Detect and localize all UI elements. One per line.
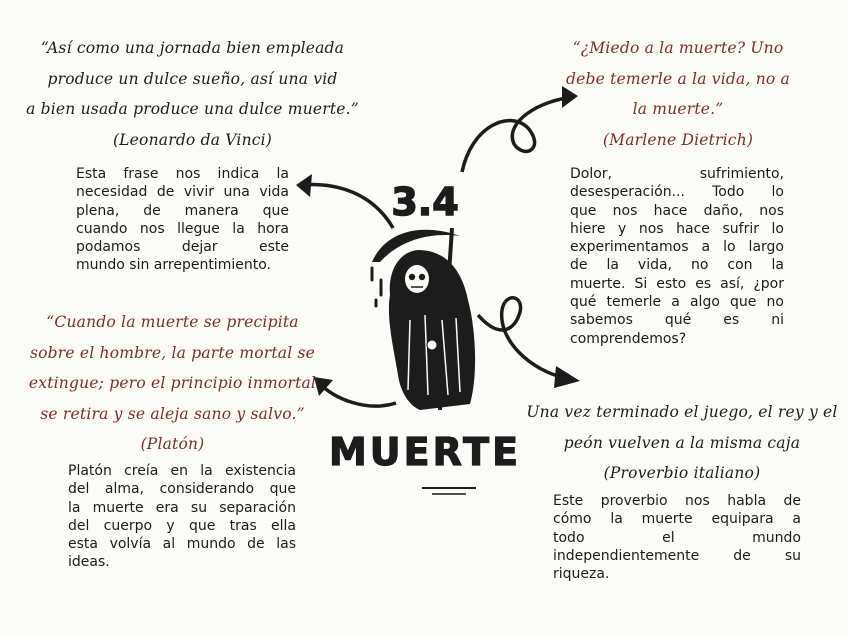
quote-line: debe temerle a la vida, no a: [566, 69, 790, 88]
quote-line: se retira y se aleja sano y salvo.”: [40, 404, 305, 423]
comment-line: plena, de manera que: [76, 202, 289, 219]
topic-title: MUERTE: [328, 430, 522, 474]
quote-line: peón vuelven a la misma caja: [563, 433, 801, 452]
topic-number: 3.4: [391, 180, 459, 224]
quote-line: “¿Miedo a la muerte? Uno: [572, 39, 784, 57]
comment-line: qué temerle a algo que no: [570, 294, 784, 311]
comment-line: necesidad de vivir una vida: [76, 184, 289, 201]
quote-line: la muerte.”: [632, 100, 724, 118]
comment-line: Platón creía en la existencia: [68, 463, 296, 479]
quote-line: produce un dulce sueño, así una vid: [47, 69, 338, 88]
comment-line: Este proverbio nos habla de: [553, 493, 801, 509]
comment-line: mundo sin arrepentimiento.: [76, 257, 271, 274]
quote-line: extingue; pero el principio inmortal: [28, 374, 317, 392]
comment-line: ideas.: [68, 554, 110, 571]
quote-author: (Marlene Dietrich): [602, 130, 754, 149]
comment-line: riqueza.: [553, 566, 610, 583]
comment-line: sabemos qué es ni: [570, 312, 784, 329]
arrowhead-proverbio: [554, 366, 580, 388]
arrowhead-dietrich: [562, 86, 578, 108]
comment-line: hiere y nos hace sufrir lo: [570, 220, 784, 237]
quote-line: “Cuando la muerte se precipita: [46, 313, 299, 331]
quote-line: sobre el hombre, la parte mortal se: [29, 343, 316, 362]
quote-author: (Platón): [140, 435, 205, 453]
quote-line: a bien usada produce una dulce muerte.”: [26, 100, 359, 118]
arrowhead-da-vinci: [296, 174, 312, 197]
quote-author: (Proverbio italiano): [603, 464, 761, 482]
arrow-to-platon: [318, 382, 396, 406]
quote-line: “Así como una jornada bien empleada: [40, 39, 345, 57]
comment-line: comprendemos?: [570, 330, 687, 347]
quote-line: Una vez terminado el juego, el rey y el: [526, 403, 838, 421]
comment-line: desesperación... Todo lo: [570, 184, 784, 201]
comment-line: esta volvía al mundo de las: [68, 536, 296, 553]
comment-line: podamos dejar este: [76, 239, 289, 256]
comment-line: cómo la muerte equipara a: [553, 511, 801, 528]
arrow-to-da-vinci: [300, 184, 393, 228]
comment-line: del alma, considerando que: [68, 481, 296, 498]
quote-author: (Leonardo da Vinci): [112, 130, 273, 149]
comment-line: la muerte era su separación: [68, 499, 296, 516]
comment-line: que nos hace daño, nos: [570, 202, 784, 219]
comment-line: cuando nos llegue la hora: [76, 220, 289, 237]
arrow-to-dietrich: [462, 97, 574, 172]
comment-line: experimentamos a lo largo: [570, 239, 784, 256]
comment-line: muerte. Si esto es así, ¿por: [570, 275, 784, 292]
reaper-illustration: [372, 228, 475, 410]
arrow-to-proverbio: [478, 298, 565, 378]
comment-line: independientemente de su: [553, 547, 801, 564]
comment-line: del cuerpo y que tras ella: [68, 517, 296, 534]
comment-line: Esta frase nos indica la: [76, 166, 289, 182]
comment-line: Dolor, sufrimiento,: [570, 166, 784, 182]
comment-line: de la vida, no con la: [570, 257, 784, 274]
comment-line: todo el mundo: [553, 529, 801, 546]
